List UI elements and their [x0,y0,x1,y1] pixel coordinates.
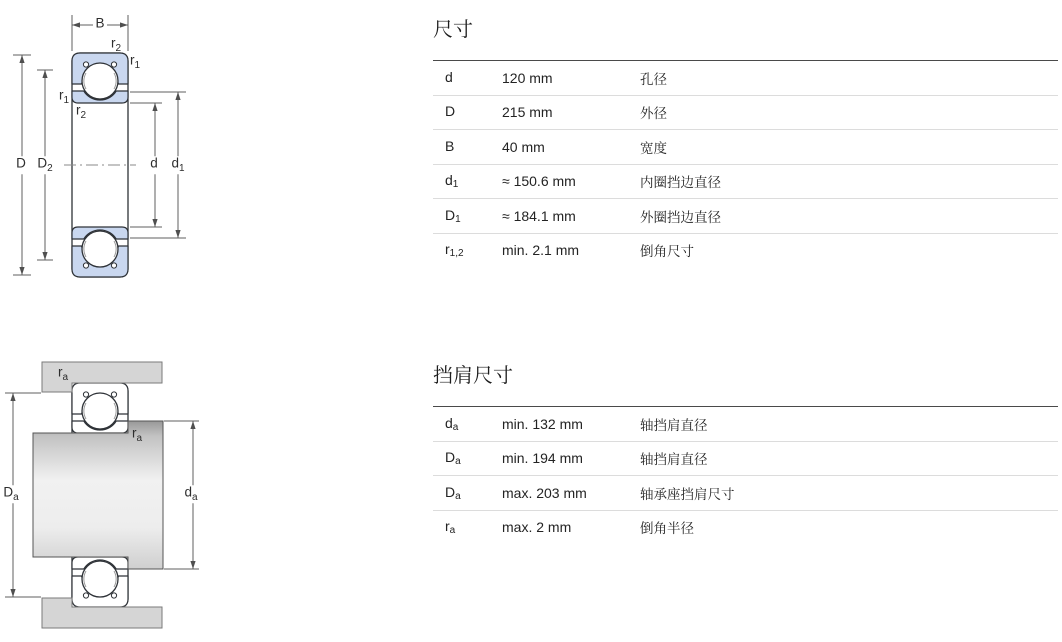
spec-symbol: $D_a$ [445,449,461,468]
spec-row [433,129,1058,164]
spec-row [433,95,1058,130]
spec-symbol: $D_a$ [445,483,461,502]
spec-value: min. 194 mm [502,450,583,467]
spec-symbol: d [445,68,453,85]
section-title-abutment: 挡肩尺寸 [433,365,513,387]
dim-label-D: D [14,156,29,174]
spec-symbol: $d_1$ [445,172,459,191]
spec-description: 轴挡肩直径 [640,452,708,468]
spec-description: 外圈挡边直径 [640,209,721,225]
dim-label-r1-right: $r_1$ [129,52,141,71]
dim-label-B: B [93,16,107,34]
spec-row [433,61,1058,95]
spec-row [433,475,1058,510]
spec-description: 宽度 [640,140,667,156]
spec-symbol: D [445,103,456,120]
spec-row [433,233,1058,268]
spec-row [433,510,1058,545]
spec-value: ≈ 184.1 mm [502,207,576,224]
dim-label-d1: $d_1$ [169,156,187,174]
spec-value: max. 203 mm [502,484,587,501]
dim-label-ra-top: $r_a$ [57,364,69,383]
spec-value: 120 mm [502,69,553,86]
abutment-section [433,346,1058,544]
abutment-section-header [433,346,1058,407]
spec-symbol: $D_1$ [445,206,461,225]
dim-label-ra-mid: $r_a$ [131,425,143,444]
spec-value: 215 mm [502,104,553,121]
dimensions-section-header [433,0,1058,61]
spec-description: 倒角半径 [640,521,694,537]
spec-row [433,198,1058,233]
shaft [33,421,163,569]
spec-symbol: $r_a$ [445,518,456,537]
spec-symbol: $d_a$ [445,414,459,433]
dim-label-r2-left: $r_2$ [75,102,87,121]
spec-value: ≈ 150.6 mm [502,173,576,190]
spec-value: 40 mm [502,138,545,155]
spec-value: min. 132 mm [502,415,583,432]
dim-label-r2-top: $r_2$ [110,35,122,54]
spec-row [433,407,1058,441]
dim-label-D2: $D_2$ [35,156,55,174]
spec-description: 外径 [640,106,667,122]
section-title-dimensions: 尺寸 [433,19,473,41]
dim-label-Da: $D_a$ [1,485,21,503]
spec-description: 轴承座挡肩尺寸 [640,486,735,502]
spec-description: 孔径 [640,71,667,87]
dim-label-d: d [148,156,161,174]
dim-label-r1-left: $r_1$ [58,87,70,106]
spec-value: max. 2 mm [502,519,572,536]
spec-panel [433,0,1058,544]
spec-description: 轴挡肩直径 [640,417,708,433]
spec-row [433,441,1058,476]
spec-description: 内圈挡边直径 [640,175,721,191]
spec-symbol: $r_{1,2}$ [445,241,464,260]
spec-symbol: B [445,137,455,154]
dim-label-da: $d_a$ [182,485,200,503]
spec-row [433,164,1058,199]
dimensions-section [433,0,1058,267]
spec-value: min. 2.1 mm [502,242,580,259]
spec-description: 倒角尺寸 [640,244,694,260]
